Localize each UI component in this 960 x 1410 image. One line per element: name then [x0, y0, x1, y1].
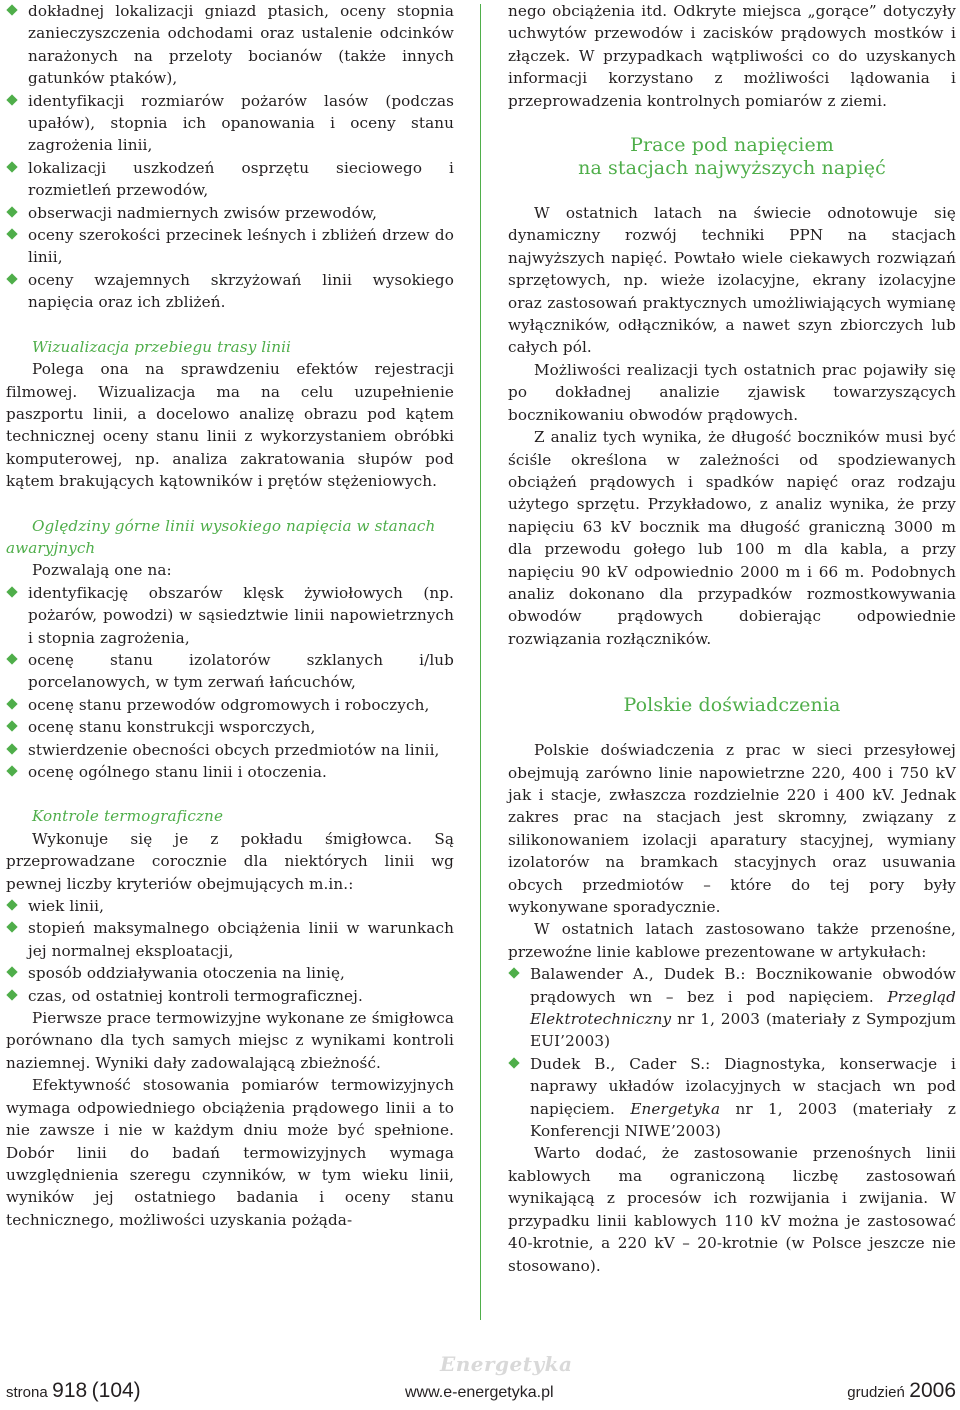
issue-date: grudzień 2006	[847, 1379, 956, 1402]
list-item: stopień maksymalnego obciążenia linii w warunkach jej normalnej eksploatacji,	[6, 917, 454, 962]
list-item: identyfikację obszarów klęsk żywiołowych (np. pożarów, powodzi) w sąsiedztwie linii napowietrznych i stopnia zagrożenia,	[6, 582, 454, 649]
list-item: dokładnej lokalizacji gniazd ptasich, oceny stopnia zanieczyszczenia odchodami oraz ustalenie odcinków narażonych na przeloty bocianów (także innych gatunków ptaków),	[6, 0, 454, 90]
paragraph: Z analiz tych wynika, że długość boczników musi być ściśle określona w zależności od spodziewanych obciążeń prądowych i spadków napięć oraz rodzaju użytego sprzętu. Przykładowo, z analiz wynika, że przy napięciu 63 kV bocznik ma długość graniczną 3000 m dla przewodu gołego lub 100 m dla kabla, a przy napięciu 90 kV odpowiednio 2000 m i 66 m. Podobnych analiz dokonano dla przypadków rozmostkowywania obwodów prądowych dobierając odpowiednie rozwiązania rozłączników.	[508, 428, 956, 648]
right-column	[508, 0, 956, 1277]
paragraph: Polega ona na sprawdzeniu efektów rejestracji filmowej. Wizualizacja ma na celu uzupełnienie paszportu linii, a docelowo analizę obrazu pod kątem technicznej oceny stanu linii z wykorzystaniem obróbki komputerowej, np. analiza zakratowania słupów pod kątem brakujących kątowników i prętów stężeniowych.	[6, 360, 454, 491]
paragraph: Wykonuje się je z pokładu śmigłowca. Są przeprowadzane corocznie dla niektórych linii wg pewnej liczby kryteriów obejmujących m.in.:	[6, 829, 454, 893]
list-item: stwierdzenie obecności obcych przedmiotów na linii,	[6, 739, 454, 761]
diamond-bullet-icon	[6, 899, 17, 910]
list-item: wiek linii,	[6, 895, 454, 917]
list-item: oceny szerokości przecinek leśnych i zbliżeń drzew do linii,	[6, 224, 454, 269]
paragraph: Pozwalają one na:	[32, 561, 172, 580]
diamond-bullet-icon	[6, 206, 17, 217]
list-item: obserwacji nadmiernych zwisów przewodów,	[6, 202, 454, 224]
list-item: ocenę stanu przewodów odgromowych i roboczych,	[6, 694, 454, 716]
paragraph: Pierwsze prace termowizyjne wykonane ze śmigłowca porównano dla tych samych miejsc z wynikami kontroli naziemnej. Wyniki dały zadowalającą zbieżność.	[6, 1009, 454, 1072]
diamond-bullet-icon	[6, 653, 17, 664]
section-heading-live-work	[508, 134, 956, 180]
subheading-visualization: Wizualizacja przebiegu trasy linii	[32, 337, 292, 356]
paragraph: W ostatnich latach na świecie odnotowuje się dynamiczny rozwój techniki PPN na stacjach najwyższych napięć. Powtało wiele ciekawych rozwiązań sprzętowych, np. wieże izolacyjne, ekrany izolacyjne oraz zastosowań praktycznych umożliwiających wymianę wyłączników, odłączników, a nawet szyn zbiorczych lub całych pól.	[508, 204, 956, 357]
page-footer	[0, 1352, 960, 1410]
subheading-emergency-inspection: Oględziny górne linii wysokiego napięcia w stanach awaryjnych	[6, 516, 436, 557]
diamond-bullet-icon	[508, 1057, 519, 1068]
diamond-bullet-icon	[6, 698, 17, 709]
subheading-thermography: Kontrole termograficzne	[32, 807, 224, 826]
diamond-bullet-icon	[6, 721, 17, 732]
diamond-bullet-icon	[6, 743, 17, 754]
section-heading-line: na stacjach najwyższych napięć	[578, 157, 886, 180]
list-item: Dudek B., Cader S.: Diagnostyka, konserwacje i naprawy układów izolacyjnych w stacjach wn pod napięciem. Energetyka nr 1, 2003 (materiały z Konferencji NIWE’2003)	[508, 1053, 956, 1143]
paragraph: Polskie doświadczenia z prac w sieci przesyłowej obejmują zarówno linie napowietrzne 220, 400 i 750 kV jak i stacje, zwłaszcza rozdzielnie 220 i 400 kV. Jednak zakres prac na stacjach jest skromny, związany z silikonowaniem izolacji aparatury stacyjnej, wymiany izolatorów na bramkach stacyjnych oraz usuwania obcych przedmiotów – które do tej pory były wykonywane sporadycznie.	[508, 741, 956, 916]
diamond-bullet-icon	[6, 161, 17, 172]
left-column	[6, 0, 454, 1231]
list-item: ocenę stanu izolatorów szklanych i/lub porcelanowych, w tym zerwań łańcuchów,	[6, 649, 454, 694]
paragraph: Warto dodać, że zastosowanie przenośnych linii kablowych ma ograniczoną liczbę zastosowań wynikającą z procesów ich rozwijania i zwijania. W przypadku linii kablowych 110 kV można je zastosować 40-krotnie, a 220 kV – 20-krotnie (w Polsce jeszcze nie stosowano).	[508, 1144, 956, 1275]
diamond-bullet-icon	[6, 273, 17, 284]
diamond-bullet-icon	[6, 586, 17, 597]
paragraph: Efektywność stosowania pomiarów termowizyjnych wymaga odpowiedniego obciążenia prądowego linii a to nie zawsze i nie w każdym dniu może być spełnione. Dobór linii do badań termowizyjnych wymaga uwzględnienia szeregu czynników, w tym wieku linii, wyników jej ostatniego badania i oceny stanu technicznego, możliwości uzyskania pożąda-	[6, 1076, 454, 1229]
diamond-bullet-icon	[6, 228, 17, 239]
diamond-bullet-icon	[6, 989, 17, 1000]
emergency-list	[6, 582, 454, 784]
website-url: www.e-energetyka.pl	[405, 1384, 554, 1401]
section-heading-polish-experience: Polskie doświadczenia	[623, 694, 841, 717]
diamond-bullet-icon	[508, 968, 519, 979]
paragraph: W ostatnich latach zastosowano także przenośne, przewoźne linie kablowe prezentowane w artykułach:	[508, 920, 956, 961]
list-item: czas, od ostatniej kontroli termograficznej.	[6, 985, 454, 1007]
list-item: identyfikacji rozmiarów pożarów lasów (podczas upałów), stopnia ich opanowania i oceny stanu zagrożenia linii,	[6, 90, 454, 157]
column-divider	[480, 4, 481, 1320]
references-list	[508, 963, 956, 1142]
list-item: ocenę stanu konstrukcji wsporczych,	[6, 716, 454, 738]
diamond-bullet-icon	[6, 967, 17, 978]
list-item: oceny wzajemnych skrzyżowań linii wysokiego napięcia oraz ich zbliżeń.	[6, 269, 454, 314]
list-item: Balawender A., Dudek B.: Bocznikowanie obwodów prądowych wn – bez i pod napięciem. Przegląd Elektrotechniczny nr 1, 2003 (materiały z Sympozjum EUI’2003)	[508, 963, 956, 1053]
criteria-list	[6, 895, 454, 1007]
diamond-bullet-icon	[6, 4, 17, 15]
page-number: strona 918 (104)	[6, 1379, 141, 1402]
paragraph: nego obciążenia itd. Odkryte miejsca „gorące” dotyczyły uchwytów przewodów i zacisków prądowych mostków i złączek. W przypadkach wątpliwości co do uzyskanych informacji korzystano z możliwości lądowania i przeprowadzenia kontrolnych pomiarów z ziemi.	[508, 2, 956, 110]
diamond-bullet-icon	[6, 922, 17, 933]
section-heading-line: Prace pod napięciem	[630, 134, 834, 157]
energetyka-logo: Energetyka	[440, 1352, 573, 1376]
paragraph: Możliwości realizacji tych ostatnich prac pojawiły się po dokładnej analizie zjawisk towarzyszących bocznikowaniu obwodów prądowych.	[508, 360, 956, 424]
list-item: ocenę ogólnego stanu linii i otoczenia.	[6, 761, 454, 783]
inspection-list	[6, 0, 454, 314]
list-item: lokalizacji uszkodzeń osprzętu sieciowego i rozmietleń przewodów,	[6, 157, 454, 202]
diamond-bullet-icon	[6, 94, 17, 105]
diamond-bullet-icon	[6, 765, 17, 776]
list-item: sposób oddziaływania otoczenia na linię,	[6, 962, 454, 984]
